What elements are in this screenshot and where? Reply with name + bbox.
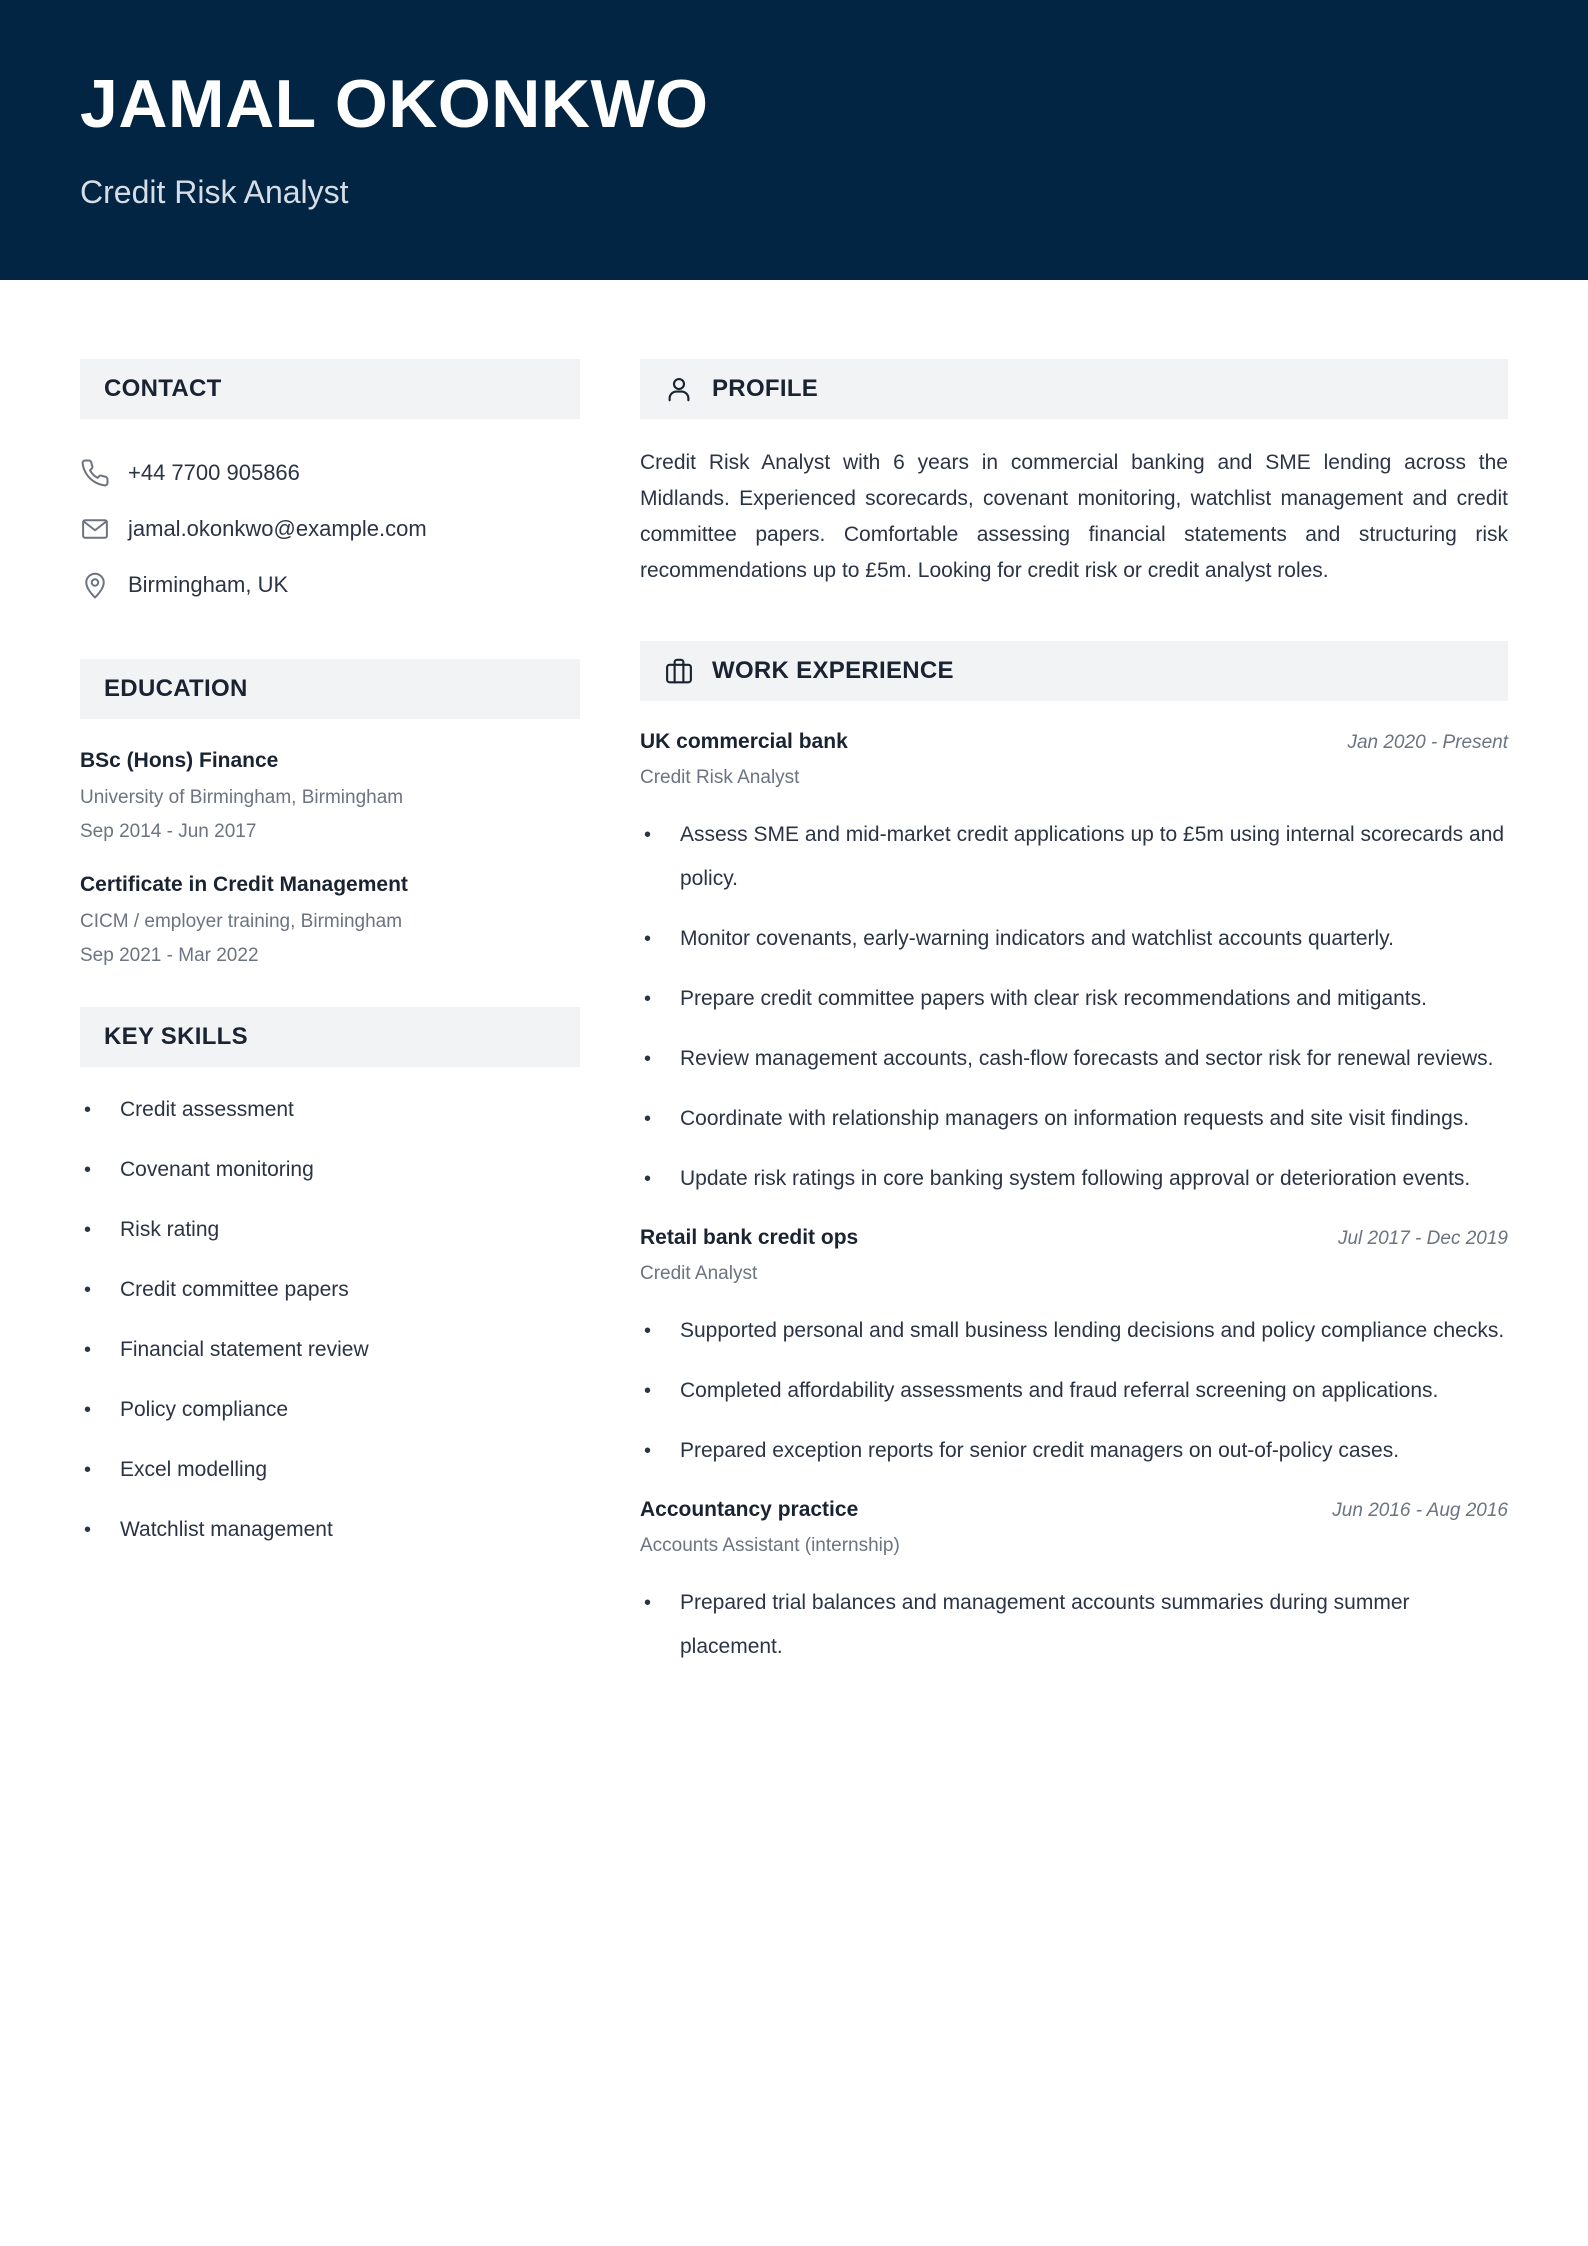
resume-header [0,0,1588,280]
profile-section-header [640,359,1508,419]
profile-summary: Credit Risk Analyst with 6 years in commercial banking and SME lending across the Midlands. Experienced scorecards, covenant monitoring, watchlist management and credit committee papers. Comfortable assessing financial statements and structuring risk recommendations up to £5m. Looking for credit risk or credit analyst roles. [640,451,1508,582]
contact-email-text: jamal.okonkwo@example.com [128,516,427,541]
right-column [640,359,1508,1685]
skills-heading: KEY SKILLS [104,1023,248,1050]
skills-section-header [80,1007,580,1067]
skill-item: • Excel modelling [80,1451,580,1511]
contact-phone-text: +44 7700 905866 [128,460,300,485]
profile-heading: PROFILE [712,375,819,402]
job-company: UK commercial bank [640,730,848,753]
education-item [80,747,580,849]
education-dates: Sep 2014 - Jun 2017 [80,821,257,842]
job-bullet: • Prepared exception reports for senior credit managers on out-of-policy cases. [640,1429,1508,1473]
education-dates: Sep 2021 - Mar 2022 [80,945,259,966]
contact-section-header [80,359,580,419]
job-bullet: • Review management accounts, cash-flow forecasts and sector risk for renewal reviews. [640,1037,1508,1081]
briefcase-icon [664,656,694,686]
job-company: Accountancy practice [640,1498,859,1521]
job-entry [640,1225,1508,1473]
job-bullets [640,1309,1508,1473]
job-bullet: • Update risk ratings in core banking system following approval or deterioration events. [640,1157,1508,1201]
job-bullets [640,813,1508,1201]
location-pin-icon [80,569,112,601]
job-company: Retail bank credit ops [640,1226,859,1249]
education-heading: EDUCATION [104,675,248,702]
contact-location [80,557,580,613]
job-bullet: • Monitor covenants, early-warning indicators and watchlist accounts quarterly. [640,917,1508,961]
mail-icon [80,513,112,545]
job-header [640,1497,1508,1523]
job-bullet: • Coordinate with relationship managers on information requests and site visit findings. [640,1097,1508,1141]
contact-list [80,445,580,613]
education-school: CICM / employer training, Birmingham [80,911,403,932]
skills-list [80,1091,580,1571]
education-school: University of Birmingham, Birmingham [80,787,404,808]
skill-item: • Covenant monitoring [80,1151,580,1211]
job-bullet: • Completed affordability assessments and fraud referral screening on applications. [640,1369,1508,1413]
person-icon [664,374,694,404]
job-dates: Jan 2020 - Present [1347,732,1508,753]
work-heading: WORK EXPERIENCE [712,657,954,684]
job-dates: Jul 2017 - Dec 2019 [1337,1228,1508,1249]
candidate-name: JAMAL OKONKWO [80,66,709,142]
education-degree: Certificate in Credit Management [80,873,408,896]
contact-email [80,501,580,557]
education-list [80,747,580,973]
education-section-header [80,659,580,719]
candidate-title: Credit Risk Analyst [80,174,349,210]
job-role: Accounts Assistant (internship) [640,1535,900,1556]
education-item [80,871,580,973]
phone-icon [80,457,112,489]
job-bullet: • Assess SME and mid-market credit applications up to £5m using internal scorecards and policy. [640,813,1508,901]
job-header [640,729,1508,755]
job-bullets [640,1581,1508,1669]
skill-item: • Credit assessment [80,1091,580,1151]
education-degree: BSc (Hons) Finance [80,749,279,772]
skill-item: • Credit committee papers [80,1271,580,1331]
skill-item: • Policy compliance [80,1391,580,1451]
job-header [640,1225,1508,1251]
job-bullet: • Prepare credit committee papers with clear risk recommendations and mitigants. [640,977,1508,1021]
job-bullet: • Prepared trial balances and management accounts summaries during summer placement. [640,1581,1508,1669]
contact-heading: CONTACT [104,375,222,402]
job-role: Credit Risk Analyst [640,767,800,788]
job-dates: Jun 2016 - Aug 2016 [1332,1500,1508,1521]
job-entry [640,1497,1508,1669]
skill-item: • Financial statement review [80,1331,580,1391]
skill-item: • Risk rating [80,1211,580,1271]
contact-phone [80,445,580,501]
job-bullet: • Supported personal and small business lending decisions and policy compliance checks. [640,1309,1508,1353]
job-role: Credit Analyst [640,1263,758,1284]
contact-location-text: Birmingham, UK [128,572,289,597]
work-section-header [640,641,1508,701]
job-entry [640,729,1508,1201]
skill-item: • Watchlist management [80,1511,580,1571]
left-column [80,359,580,1571]
